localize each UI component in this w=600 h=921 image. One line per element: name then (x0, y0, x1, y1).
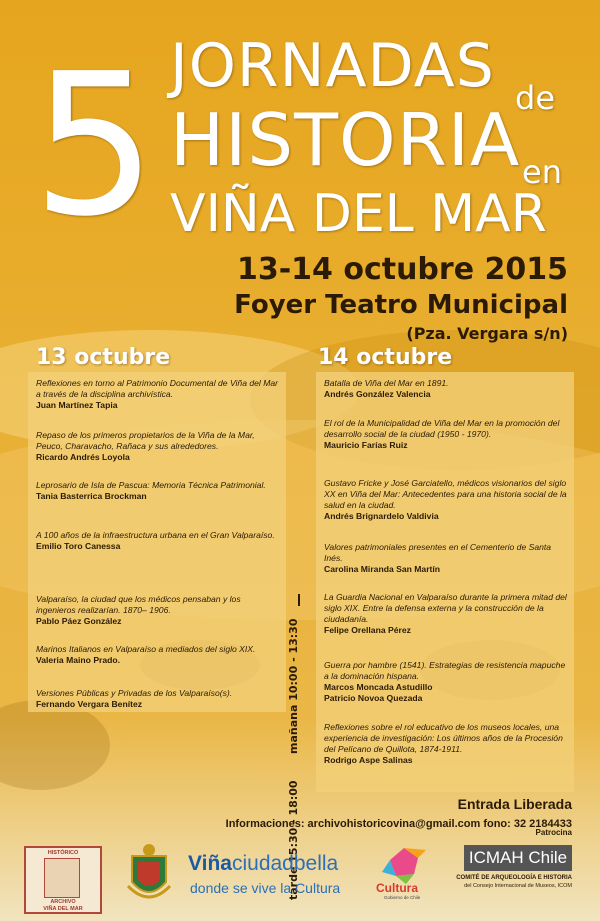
talk-author: Rodrigo Aspe Salinas (324, 755, 413, 765)
event-venue: Foyer Teatro Municipal (234, 290, 568, 320)
icmah-logo: ICMAH Chile (464, 845, 572, 871)
talk-item (36, 378, 280, 411)
talk-title: Reflexiones sobre el rol educativo de los museos locales, una experiencia de investigación: Los últimos años de la Procesión del Pelícano de Quillota, 1874-1911. (324, 722, 563, 754)
talk-title: Leprosario de Isla de Pascua: Memoria Técnica Patrimonial. (36, 480, 266, 490)
talk-item (36, 530, 280, 552)
talk-author: Carolina Miranda San Martín (324, 564, 441, 574)
sponsor-logos (0, 828, 600, 921)
program-day-14 (316, 372, 574, 792)
talk-title: Marinos Italianos en Valparaíso a mediados del siglo XIX. (36, 644, 256, 654)
talk-item (36, 644, 280, 666)
talk-title: A 100 años de la infraestructura urbana en el Gran Valparaíso. (36, 530, 275, 540)
talk-author: Valeria Maino Prado. (36, 655, 121, 665)
municipal-crest-icon (124, 842, 174, 908)
talk-author: Tania Basterrica Brockman (36, 491, 147, 501)
archivo-logo-text: ARCHIVO (50, 899, 76, 905)
cultura-logo-text: Cultura (376, 881, 418, 895)
talk-author: Pablo Páez González (36, 616, 122, 626)
talk-item (36, 594, 280, 627)
talk-author: Marcos Moncada Astudillo (324, 682, 433, 692)
title-en: en (522, 153, 562, 191)
day-heading-13: 13 octubre (36, 345, 171, 370)
session-morning (287, 584, 313, 754)
talk-title: Batalla de Viña del Mar en 1891. (324, 378, 449, 388)
vina-logo-part: ciudadbella (231, 852, 339, 875)
talk-title: Valparaíso, la ciudad que los médicos pensaban y los ingenieros realizarían. 1870– 1906. (36, 594, 241, 615)
talk-author: Patricio Novoa Quezada (324, 693, 423, 703)
event-dates: 13-14 octubre 2015 (236, 252, 568, 287)
talk-author: Juan Martínez Tapia (36, 400, 118, 410)
talk-item (36, 430, 280, 463)
background-tree (0, 700, 110, 790)
title-jornadas: JORNADAS (170, 31, 495, 101)
talk-title: Valores patrimoniales presentes en el Cementerio de Santa Inés. (324, 542, 552, 563)
archivo-logo-text: VIÑA DEL MAR (43, 906, 83, 912)
talk-title: El rol de la Municipalidad de Viña del Mar en la promoción del desarrollo social de la ciudad (1950 - 1970). (324, 418, 560, 439)
vina-tagline: donde se vive la Cultura (190, 880, 341, 896)
icmah-subtitle-2: del Consejo Internacional de Museos, ICOM (464, 883, 572, 889)
session-afternoon-label: tarde 15:30 - 18:00 (287, 780, 300, 900)
talk-title: Gustavo Fricke y José Garciatello, médicos visionarios del siglo XX en Viña del Mar: Antecedentes para una historia social de la salud en la ciudad. (324, 478, 567, 510)
talk-author: Fernando Vergara Benítez (36, 699, 143, 709)
talk-item (324, 660, 568, 704)
archivo-logo-text: HISTÓRICO (47, 850, 79, 856)
talk-author: Mauricio Farías Ruiz (324, 440, 408, 450)
talk-item (324, 542, 568, 575)
talk-author: Andrés González Valencia (324, 389, 431, 399)
seal-emblem-icon (44, 858, 80, 898)
talk-title: Guerra por hambre (1541). Estrategias de resistencia mapuche a la dominación hispana. (324, 660, 566, 681)
talk-title: Reflexiones en torno al Patrimonio Documental de Viña del Mar a través de la disciplina archivística. (36, 378, 279, 399)
free-entry-notice: Entrada Liberada (457, 796, 572, 812)
event-place: (Pza. Vergara s/n) (406, 324, 568, 343)
archivo-historico-logo (24, 846, 102, 914)
title-historia: HISTORIA (170, 98, 521, 182)
title-de: de (515, 79, 555, 117)
program-day-13 (28, 372, 286, 712)
talk-item (324, 378, 568, 400)
icmah-subtitle: COMITÉ DE ARQUEOLOGÍA E HISTORIA (456, 875, 572, 881)
talk-title: Repaso de los primeros propietarios de la Viña de la Mar, Peuco, Charavacho, Rañaca y sus alrededores. (36, 430, 255, 451)
day-heading-14: 14 octubre (318, 345, 453, 370)
talk-author: Andrés Brignardelo Valdivia (324, 511, 439, 521)
session-divider (298, 594, 300, 606)
talk-title: Versiones Públicas y Privadas de los Valparaíso(s). (36, 688, 233, 698)
talk-author: Ricardo Andrés Loyola (36, 452, 130, 462)
talk-item (324, 478, 568, 522)
cultura-logo-icon (374, 842, 434, 912)
cultura-logo-subtext: Gobierno de Chile (384, 895, 421, 900)
talk-author: Felipe Orellana Pérez (324, 625, 411, 635)
talk-item (36, 688, 280, 710)
talk-title: La Guardia Nacional en Valparaíso durante la primera mitad del siglo XIX. Entre la defensa externa y la construcción de la ciudadanía. (324, 592, 567, 624)
talk-item (324, 418, 568, 451)
talk-item (324, 722, 568, 766)
talk-author: Emilio Toro Canessa (36, 541, 121, 551)
edition-number: 5 (32, 32, 157, 260)
talk-item (324, 592, 568, 636)
sponsor-label: Patrocina (535, 828, 572, 837)
vina-logo-part: Viña (188, 852, 232, 875)
contact-info: Informaciones: archivohistoricovina@gmail.com fono: 32 2184433 (225, 818, 572, 830)
title-vina-del-mar: VIÑA DEL MAR (170, 184, 547, 244)
talk-item (36, 480, 280, 502)
session-morning-label: mañana 10:00 - 13:30 (287, 618, 300, 754)
vina-ciudad-bella-logo (188, 852, 338, 876)
